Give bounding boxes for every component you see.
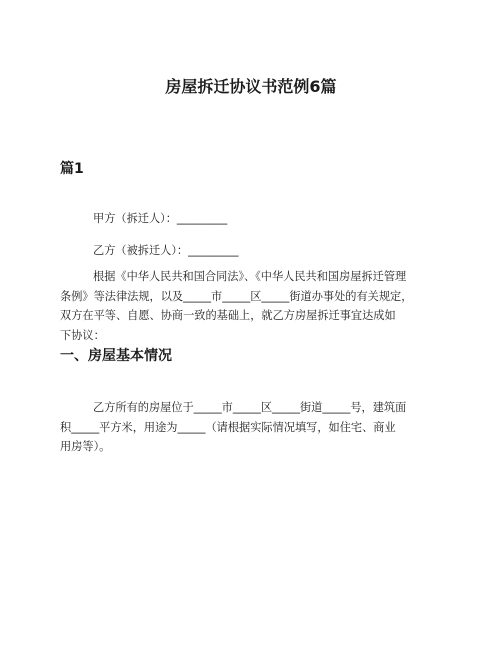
intro-line: 根据《中华人民共和国合同法》、《中华人民共和国房屋拆迁管理 [93,270,407,283]
intro-line: 条例》等法律法规，以及_____市_____区_____街道办事处的有关规定， [60,289,413,303]
intro-line: 下协议： [60,328,105,342]
section-heading-1: 篇1 [60,161,84,177]
house-info-line: 积_____平方米，用途为_____（请根据实际情况填写，如住宅、商业 [60,420,396,434]
party-b-line [60,241,450,261]
house-info-paragraph [60,398,450,457]
intro-line: 双方在平等、自愿、协商一致的基础上，就乙方房屋拆迁事宜达成如 [60,309,396,322]
intro-paragraph [60,267,450,345]
section-heading-2: 一、房屋基本情况 [60,348,172,364]
house-info-line: 用房等）。 [60,440,111,453]
house-info-line: 乙方所有的房屋位于_____市_____区_____街道_____号，建筑面 [93,401,407,414]
party-a-text: 甲方（拆迁人）：_________ [93,212,228,225]
party-b-text: 乙方（被拆迁人）：_________ [93,244,239,257]
document-title: 房屋拆迁协议书范例6篇 [165,77,337,96]
party-a-line [60,209,450,229]
